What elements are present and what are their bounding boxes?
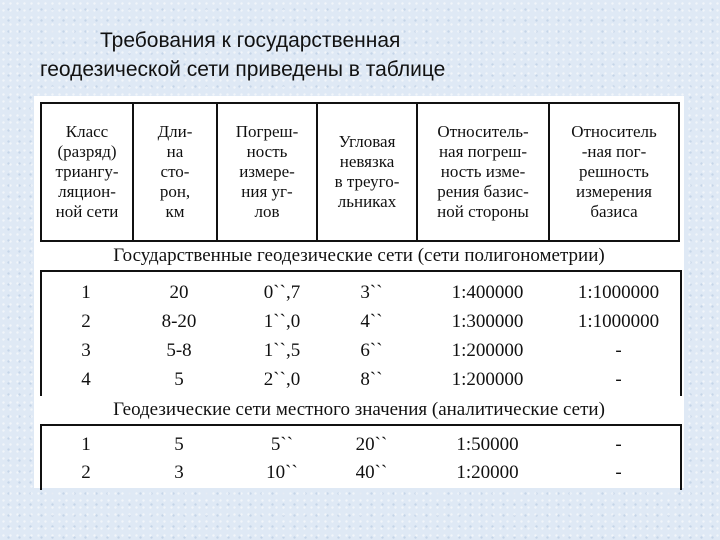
scanned-table-image <box>34 96 684 488</box>
table-header <box>40 102 680 242</box>
cell-angle-error: 5`` <box>270 434 294 455</box>
section-title-state-networks: Государственные геодезические сети (сети полигонометрии) <box>113 245 605 266</box>
cell-base-side-error: 1:300000 <box>451 311 524 332</box>
cell-misclosure: 4`` <box>360 311 383 332</box>
table-row <box>42 307 680 336</box>
cell-side-length: 20 <box>169 282 189 303</box>
cell-side-length: 8-20 <box>161 311 197 332</box>
cell-misclosure: 40`` <box>355 462 388 483</box>
title-line-2: геодезической сети приведены в таблице <box>40 58 446 81</box>
title-line-1: Требования к государственная <box>100 29 401 52</box>
header-angle-error: Погреш- ность измере- ния уг- лов <box>217 103 317 241</box>
cell-base-error: - <box>615 369 622 390</box>
section-body-local-networks <box>40 424 682 490</box>
cell-misclosure: 20`` <box>355 434 388 455</box>
cell-base-side-error: 1:20000 <box>456 462 519 483</box>
cell-base-error: - <box>615 462 622 483</box>
cell-angle-error: 0``,7 <box>263 282 301 303</box>
cell-angle-error: 1``,0 <box>263 311 301 332</box>
header-row <box>41 103 679 241</box>
cell-class: 2 <box>81 462 91 483</box>
cell-class: 1 <box>81 434 91 455</box>
cell-misclosure: 3`` <box>360 282 383 303</box>
table-row <box>42 458 680 487</box>
cell-side-length: 5-8 <box>166 340 192 361</box>
cell-side-length: 5 <box>174 434 184 455</box>
cell-angle-error: 2``,0 <box>263 369 301 390</box>
slide-title <box>40 26 680 84</box>
cell-side-length: 5 <box>174 369 184 390</box>
cell-base-side-error: 1:400000 <box>451 282 524 303</box>
table-row <box>42 365 680 394</box>
header-angular-misclosure: Угловая невязка в треуго- льниках <box>317 103 417 241</box>
cell-base-error: 1:1000000 <box>577 311 660 332</box>
cell-base-error: - <box>615 434 622 455</box>
cell-class: 4 <box>81 369 91 390</box>
header-side-length: Дли- на сто- рон, км <box>133 103 217 241</box>
cell-base-error: 1:1000000 <box>577 282 660 303</box>
cell-misclosure: 8`` <box>360 369 383 390</box>
section-body-state-networks <box>40 270 682 396</box>
cell-class: 3 <box>81 340 91 361</box>
cell-side-length: 3 <box>174 462 184 483</box>
table-row <box>42 278 680 307</box>
cell-class: 1 <box>81 282 91 303</box>
cell-misclosure: 6`` <box>360 340 383 361</box>
table-row <box>42 430 680 459</box>
table-row <box>42 336 680 365</box>
header-base-side-error: Относитель- ная погреш- ность изме- рения базис- ной стороны <box>417 103 549 241</box>
cell-class: 2 <box>81 311 91 332</box>
cell-angle-error: 1``,5 <box>263 340 301 361</box>
section-title-local-networks: Геодезические сети местного значения (аналитические сети) <box>113 399 605 420</box>
header-base-error: Относитель -ная пог- решность измерения базиса <box>549 103 679 241</box>
cell-base-side-error: 1:200000 <box>451 369 524 390</box>
cell-base-side-error: 1:200000 <box>451 340 524 361</box>
header-class: Класс (разряд) триангу- ляцион- ной сети <box>41 103 133 241</box>
cell-angle-error: 10`` <box>266 462 298 483</box>
cell-base-side-error: 1:50000 <box>456 434 519 455</box>
cell-base-error: - <box>615 340 622 361</box>
